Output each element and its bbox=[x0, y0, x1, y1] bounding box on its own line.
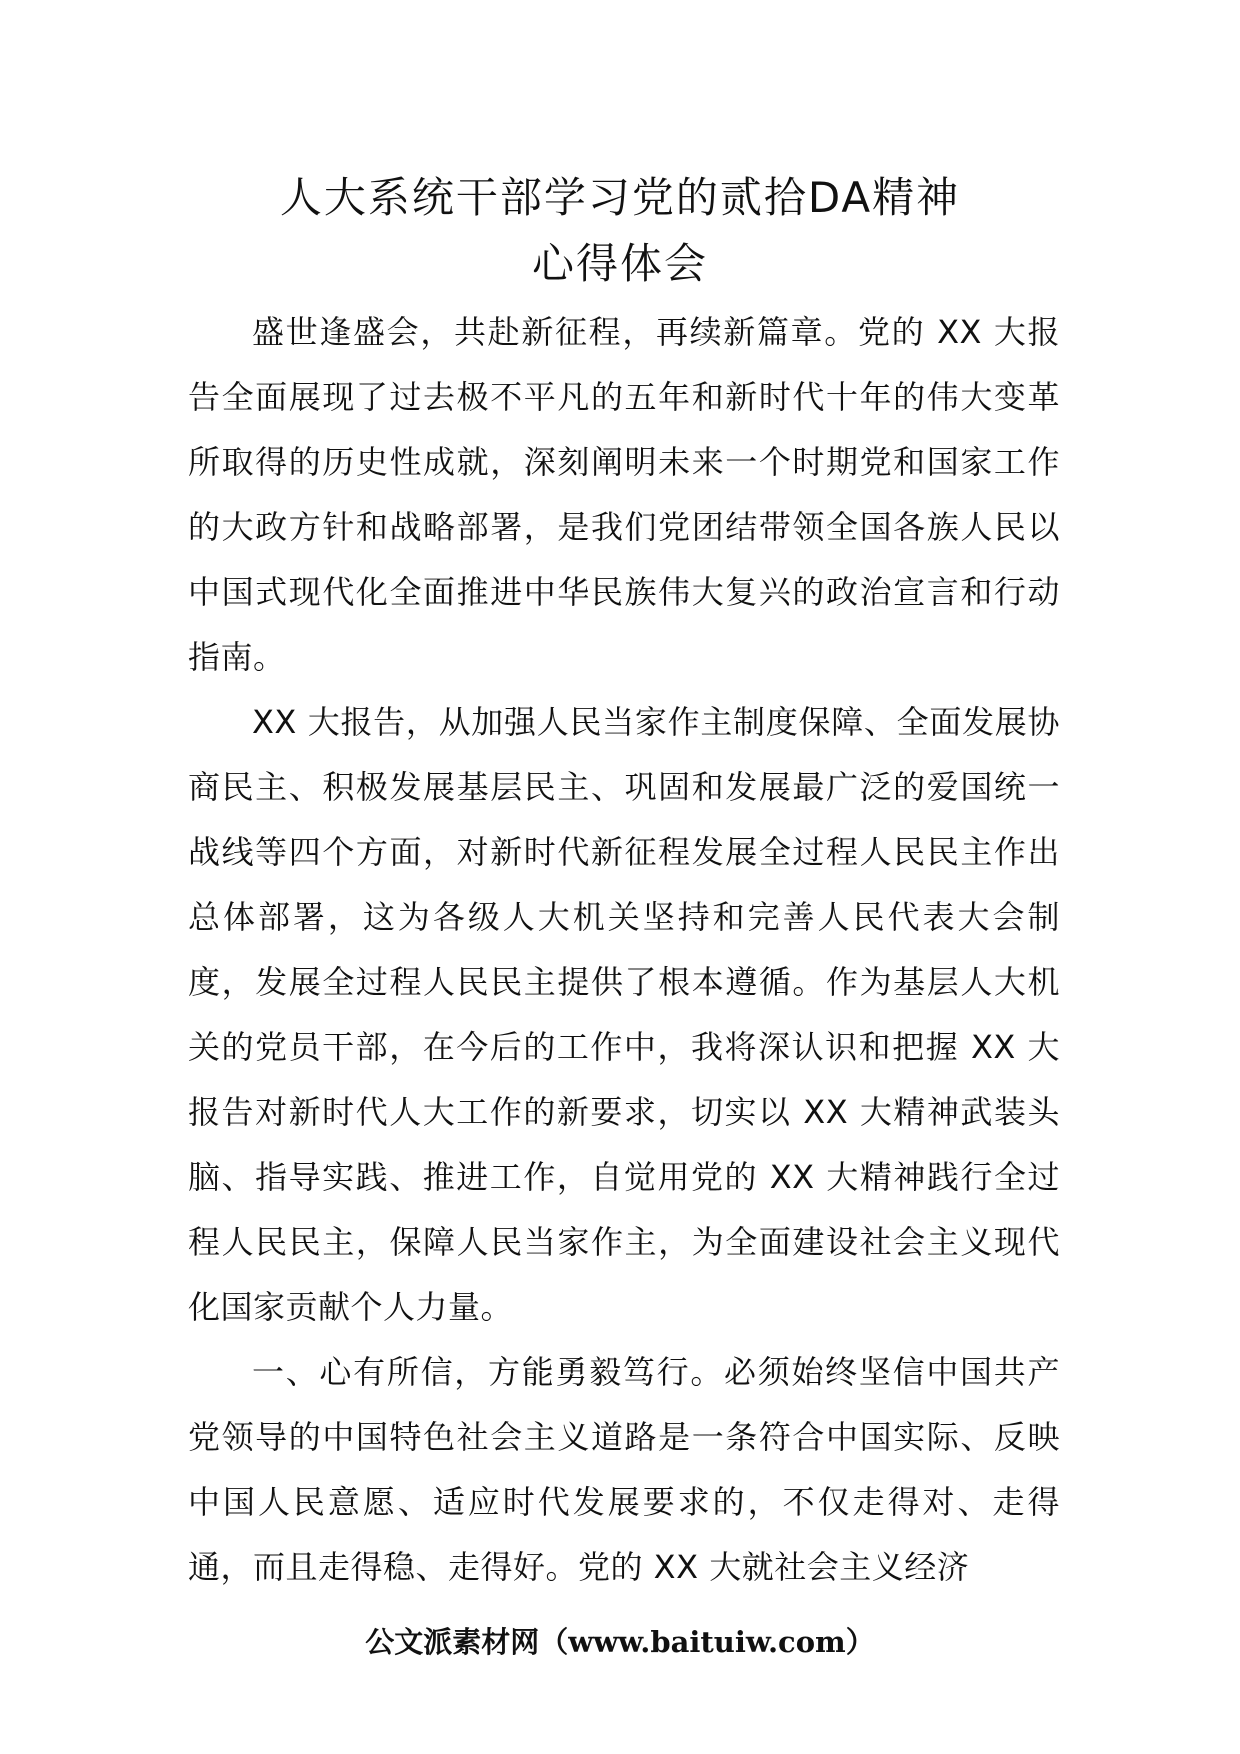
paragraph-3: 一、心有所信，方能勇毅笃行。必须始终坚信中国共产党领导的中国特色社会主义道路是一条符合中国实际、反映中国人民意愿、适应时代发展要求的，不仅走得对、走得通，而且走得稳、走得好。党的 XX 大就社会主义经济 bbox=[188, 1353, 1060, 1586]
document-title-line-2: 心得体会 bbox=[531, 239, 708, 288]
page-footer-source: 公文派素材网（www.baituiw.com） bbox=[365, 1625, 875, 1659]
document-body bbox=[188, 300, 1060, 1600]
document-title-line-1: 人大系统干部学习党的贰拾DA精神 bbox=[279, 173, 961, 222]
paragraph-2: XX 大报告，从加强人民当家作主制度保障、全面发展协商民主、积极发展基层民主、巩固和发展最广泛的爱国统一战线等四个方面，对新时代新征程发展全过程人民民主作出总体部署，这为各级人大机关坚持和完善人民代表大会制度，发展全过程人民民主提供了根本遵循。作为基层人大机关的党员干部，在今后的工作中，我将深认识和把握 XX 大报告对新时代人大工作的新要求，切实以 XX 大精神武装头脑、指导实践、推进工作，自觉用党的 XX 大精神践行全过程人民民主，保障人民当家作主，为全面建设社会主义现代化国家贡献个人力量。 bbox=[188, 703, 1060, 1326]
paragraph-1: 盛世逢盛会，共赴新征程，再续新篇章。党的 XX 大报告全面展现了过去极不平凡的五年和新时代十年的伟大变革所取得的历史性成就，深刻阐明未来一个时期党和国家工作的大政方针和战略部署，是我们党团结带领全国各族人民以中国式现代化全面推进中华民族伟大复兴的政治宣言和行动指南。 bbox=[188, 313, 1060, 676]
